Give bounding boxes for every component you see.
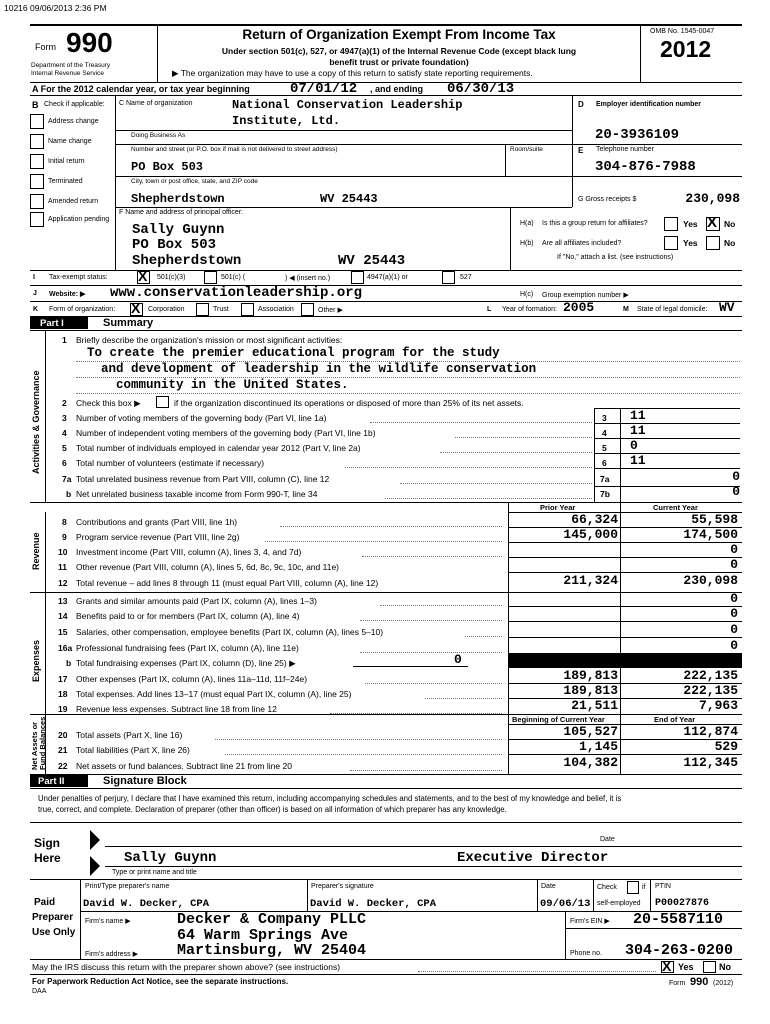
hb-label: H(b) — [520, 240, 534, 247]
line17-current: 222,135 — [683, 668, 738, 683]
line7a-number: 7a — [62, 474, 72, 484]
line18-prior: 189,813 — [563, 683, 618, 698]
firm-phone-label: Phone no. — [570, 950, 602, 957]
hc-label: H(c) — [520, 291, 534, 298]
terminated-label: Terminated — [48, 178, 83, 185]
line11-number: 11 — [58, 562, 67, 572]
sign-date-label: Date — [600, 836, 615, 843]
insert-no-label: ) ◀ (insert no.) — [285, 275, 331, 282]
paid-label: Paid — [34, 897, 56, 908]
officer-title: Executive Director — [457, 850, 609, 866]
line12-current: 230,098 — [683, 573, 738, 588]
line4-number: 4 — [62, 428, 67, 438]
line6-box: 6 — [602, 458, 607, 468]
irs-discuss-question: May the IRS discuss this return with the preparer shown above? (see instructions) — [32, 962, 341, 972]
line8-current: 55,598 — [691, 512, 738, 527]
perjury-statement-line2: true, correct, and complete. Declaration of preparer (other than officer) is based on all information of which preparer has any knowledge. — [38, 805, 507, 814]
net-assets-label-line1: Net Assets or — [30, 721, 39, 770]
amended-return-label: Amended return — [48, 198, 99, 205]
principal-state-zip: WV 25443 — [338, 253, 406, 269]
line9-current: 174,500 — [683, 527, 738, 542]
line12-number: 12 — [58, 578, 68, 588]
hb-no-label: No — [724, 238, 736, 248]
firm-address-line2: Martinsburg, WV 25404 — [177, 942, 367, 959]
part1-label: Part I — [40, 318, 64, 329]
address-change-checkbox[interactable] — [30, 114, 44, 129]
line16b-number: b — [66, 658, 72, 668]
line12-text: Total revenue – add lines 8 through 11 (must equal Part VIII, column (A), line 12) — [76, 578, 379, 588]
line5-text: Total number of individuals employed in calendar year 2012 (Part V, line 2a) — [76, 443, 361, 453]
address-change-label: Address change — [48, 118, 99, 125]
line4-box: 4 — [602, 428, 607, 438]
org-name-line2: Institute, Ltd. — [232, 114, 341, 128]
ein-label: Employer identification number — [596, 101, 702, 108]
if-label: if — [642, 884, 646, 891]
line21-text: Total liabilities (Part X, line 26) — [76, 745, 190, 755]
firm-ein-label: Firm's EIN ▶ — [570, 918, 610, 925]
form-subtitle-3: ▶ The organization may have to use a copy of this return to satisfy state reporting requirements. — [172, 68, 533, 78]
501c3-mark: X — [138, 268, 148, 284]
line4-text: Number of independent voting members of the governing body (Part VI, line 1b) — [76, 428, 376, 438]
line5-value: 0 — [630, 438, 638, 453]
revenue-side-label: Revenue — [31, 532, 41, 570]
current-year-header: Current Year — [653, 503, 698, 512]
perjury-statement-line1: Under penalties of perjury, I declare that I have examined this return, including accompanying schedules and statements, and to the best of my knowledge and belief, it is — [38, 794, 622, 803]
line15-text: Salaries, other compensation, employee benefits (Part IX, column (A), lines 5–10) — [76, 627, 384, 637]
firm-name-label: Firm's name ▶ — [85, 918, 131, 925]
hb-text: Are all affiliates included? — [542, 240, 622, 247]
street-label: Number and street (or P.O. box if mail is not delivered to street address) — [131, 146, 338, 153]
m-label: M — [623, 306, 629, 313]
line9-text: Program service revenue (Part VIII, line 2g) — [76, 532, 240, 542]
preparer-name: David W. Decker, CPA — [83, 898, 210, 910]
firm-address-label: Firm's address ▶ — [85, 951, 139, 958]
line15-current: 0 — [730, 622, 738, 637]
line7b-value: 0 — [732, 484, 740, 499]
principal-city: Shepherdstown — [132, 253, 242, 269]
ha-no-mark: X — [707, 214, 718, 231]
hc-text: Group exemption number ▶ — [542, 292, 629, 299]
line19-text: Revenue less expenses. Subtract line 18 from line 12 — [76, 704, 277, 714]
net-assets-side-label — [31, 717, 47, 770]
hb-yes-checkbox[interactable] — [664, 236, 678, 250]
527-checkbox[interactable] — [442, 271, 455, 284]
line14-number: 14 — [58, 611, 68, 621]
self-employed-checkbox[interactable] — [627, 881, 639, 894]
line18-number: 18 — [58, 689, 68, 699]
phone-value: 304-876-7988 — [595, 159, 696, 175]
line1-number: 1 — [62, 335, 67, 345]
firm-phone: 304-263-0200 — [625, 942, 734, 959]
line16b-text: Total fundraising expenses (Part IX, column (D), line 25) ▶ — [76, 658, 296, 668]
if-no-note: If "No," attach a list. (see instructions) — [557, 254, 674, 261]
check-label: Check — [597, 884, 617, 891]
d-label: D — [578, 100, 584, 109]
4947-label: 4947(a)(1) or — [367, 274, 408, 281]
check-if-applicable: Check if applicable: — [44, 101, 105, 108]
ha-yes-checkbox[interactable] — [664, 217, 678, 231]
discontinued-checkbox[interactable] — [156, 396, 169, 408]
line5-number: 5 — [62, 443, 67, 453]
sign-label: Sign — [34, 836, 60, 850]
type-print-label: Type or print name and title — [112, 869, 197, 876]
association-label: Association — [258, 306, 294, 313]
line10-text: Investment income (Part VIII, column (A), lines 3, 4, and 7d) — [76, 547, 302, 557]
line7a-value: 0 — [732, 469, 740, 484]
line17-number: 17 — [58, 674, 68, 684]
self-employed-label: self-employed — [597, 900, 641, 907]
form-subtitle: Under section 501(c), 527, or 4947(a)(1) of the Internal Revenue Code (except black lung — [221, 46, 577, 56]
line9-prior: 145,000 — [563, 527, 618, 542]
line15-number: 15 — [58, 627, 68, 637]
trust-label: Trust — [213, 306, 229, 313]
line20-prior: 105,527 — [563, 724, 618, 739]
form-of-org-label: Form of organization: — [49, 306, 116, 313]
corporation-label: Corporation — [148, 306, 185, 313]
footer-form-number: 990 — [690, 976, 709, 988]
principal-officer-label: F Name and address of principal officer: — [119, 209, 243, 216]
association-checkbox[interactable] — [241, 303, 254, 316]
e-label: E — [578, 146, 584, 155]
preparer-name-label: Print/Type preparer's name — [85, 883, 170, 890]
daa-label: DAA — [32, 988, 47, 995]
tax-year-begin: 07/01/12 — [290, 81, 358, 97]
line9-number: 9 — [62, 532, 67, 542]
line7a-box: 7a — [600, 474, 610, 484]
line19-current: 7,963 — [698, 698, 738, 713]
501c-label: 501(c) ( — [221, 274, 246, 281]
mission-line1: To create the premier educational program for the study — [87, 346, 500, 360]
org-street: PO Box 503 — [131, 160, 204, 174]
section-b-label: B — [32, 100, 39, 110]
print-timestamp: 10216 09/06/2013 2:36 PM — [4, 3, 107, 13]
gross-receipts-value: 230,098 — [685, 191, 740, 206]
line16a-current: 0 — [730, 638, 738, 653]
line8-prior: 66,324 — [571, 512, 618, 527]
discuss-yes-label: Yes — [678, 962, 694, 972]
application-pending-checkbox[interactable] — [30, 212, 44, 227]
527-label: 527 — [460, 274, 472, 281]
preparer-date: 09/06/13 — [540, 898, 591, 910]
line3-number: 3 — [62, 413, 67, 423]
trust-checkbox[interactable] — [196, 303, 209, 316]
corporation-mark: X — [131, 300, 141, 316]
line2-text: if the organization discontinued its operations or disposed of more than 25% of its net assets. — [174, 398, 524, 408]
line13-text: Grants and similar amounts paid (Part IX, column (A), lines 1–3) — [76, 596, 317, 606]
line7b-text: Net unrelated business taxable income from Form 990-T, line 34 — [76, 489, 318, 499]
line21-number: 21 — [58, 745, 68, 755]
ptin-value: P00027876 — [655, 898, 710, 909]
line3-box: 3 — [602, 413, 607, 423]
dba-label: Doing Business As — [131, 132, 186, 139]
footer-form-label: Form — [669, 980, 686, 987]
other-checkbox[interactable] — [301, 303, 314, 316]
line16a-text: Professional fundraising fees (Part IX, column (A), line 11e) — [76, 643, 299, 653]
firm-ein: 20-5587110 — [633, 911, 724, 928]
j-label: J — [33, 290, 37, 297]
line8-number: 8 — [62, 517, 67, 527]
amended-return-checkbox[interactable] — [30, 194, 44, 209]
name-change-label: Name change — [48, 138, 92, 145]
line18-current: 222,135 — [683, 683, 738, 698]
line16b-value: 0 — [454, 652, 462, 667]
here-label: Here — [34, 851, 61, 865]
line11-text: Other revenue (Part VIII, column (A), lines 5, 6d, 8c, 9c, 10c, and 11e) — [76, 562, 339, 572]
line10-number: 10 — [58, 547, 68, 557]
city-label: City, town or post office, state, and ZIP code — [131, 178, 258, 185]
firm-name: Decker & Company PLLC — [177, 911, 367, 928]
hb-no-checkbox[interactable] — [706, 236, 720, 250]
line21-current: 529 — [714, 739, 738, 754]
preparer-date-label: Date — [541, 883, 556, 890]
tax-year-end: 06/30/13 — [447, 81, 515, 97]
line14-current: 0 — [730, 606, 738, 621]
footer-form-year: (2012) — [713, 980, 734, 987]
line6-text: Total number of volunteers (estimate if necessary) — [76, 458, 265, 468]
line8-text: Contributions and grants (Part VIII, line 1h) — [76, 517, 238, 527]
form-title: Return of Organization Exempt From Income Tax — [242, 27, 556, 42]
line13-current: 0 — [730, 591, 738, 606]
line12-prior: 211,324 — [563, 573, 618, 588]
line13-number: 13 — [58, 596, 68, 606]
line7a-text: Total unrelated business revenue from Part VIII, column (C), line 12 — [76, 474, 330, 484]
ha-text: Is this a group return for affiliates? — [542, 220, 648, 227]
terminated-checkbox[interactable] — [30, 174, 44, 189]
line6-value: 11 — [630, 453, 646, 468]
officer-name: Sally Guynn — [124, 850, 217, 866]
org-name-line1: National Conservation Leadership — [232, 98, 463, 112]
ha-label: H(a) — [520, 220, 534, 227]
org-city: Shepherdstown — [131, 192, 225, 206]
part1-title: Summary — [103, 317, 154, 329]
name-change-checkbox[interactable] — [30, 134, 44, 149]
line17-text: Other expenses (Part IX, column (A), lines 11a–11d, 11f–24e) — [76, 674, 308, 684]
preparer-label: Preparer — [32, 912, 74, 923]
line11-current: 0 — [730, 557, 738, 572]
4947-checkbox[interactable] — [351, 271, 364, 284]
use-only-label: Use Only — [32, 927, 76, 938]
website-url[interactable]: www.conservationleadership.org — [110, 285, 363, 301]
irs-label: Internal Revenue Service — [31, 70, 104, 77]
k-label: K — [33, 306, 39, 313]
mission-line3: community in the United States. — [116, 378, 349, 392]
discuss-yes-mark: X — [662, 958, 672, 974]
initial-return-checkbox[interactable] — [30, 154, 44, 169]
line1-text: Briefly describe the organization's mission or most significant activities: — [76, 335, 343, 345]
ptin-label: PTIN — [655, 883, 671, 890]
omb-number: OMB No. 1545-0047 — [650, 28, 715, 35]
room-suite-label: Room/suite — [510, 146, 543, 153]
line3-text: Number of voting members of the governing body (Part VI, line 1a) — [76, 413, 327, 423]
tax-year: 2012 — [660, 36, 712, 62]
form-subtitle-2: benefit trust or private foundation) — [329, 57, 469, 67]
preparer-signature-label: Preparer's signature — [311, 883, 374, 890]
expenses-side-label: Expenses — [31, 639, 41, 682]
application-pending-label: Application pending — [48, 216, 110, 223]
line10-current: 0 — [730, 542, 738, 557]
i-label: I — [33, 274, 35, 281]
form-word: Form — [35, 42, 56, 52]
net-assets-label-line2: Fund Balances — [38, 716, 47, 770]
line22-prior: 104,382 — [563, 755, 618, 770]
line19-number: 19 — [58, 704, 68, 714]
line2-check-label: Check this box ▶ — [76, 398, 141, 408]
line22-text: Net assets or fund balances. Subtract line 21 from line 20 — [76, 761, 292, 771]
domicile-label: State of legal domicile: — [637, 306, 708, 313]
line17-prior: 189,813 — [563, 668, 618, 683]
department: Department of the Treasury — [31, 62, 111, 69]
paperwork-notice: For Paperwork Reduction Act Notice, see the separate instructions. — [32, 977, 289, 986]
hb-yes-label: Yes — [683, 238, 698, 248]
line7b-box: 7b — [600, 489, 610, 499]
line-a-label: A For the 2012 calendar year, or tax year beginning — [32, 84, 250, 94]
line20-text: Total assets (Part X, line 16) — [76, 730, 183, 740]
mission-line2: and development of leadership in the wildlife conservation — [101, 362, 537, 376]
phone-label: Telephone number — [596, 146, 654, 153]
line20-current: 112,874 — [683, 724, 738, 739]
prior-year-header: Prior Year — [540, 503, 576, 512]
line18-text: Total expenses. Add lines 13–17 (must equal Part IX, column (A), line 25) — [76, 689, 352, 699]
year-formation-label: Year of formation: — [502, 306, 557, 313]
line7b-number: b — [66, 489, 72, 499]
officer-signature-field[interactable] — [105, 826, 585, 844]
line3-value: 11 — [630, 408, 646, 423]
domicile-value: WV — [719, 300, 735, 315]
line6-number: 6 — [62, 458, 67, 468]
part2-label: Part II — [38, 776, 65, 787]
ein-value: 20-3936109 — [595, 127, 680, 143]
other-label: Other ▶ — [318, 307, 343, 314]
ha-yes-label: Yes — [683, 219, 698, 229]
ha-no-label: No — [724, 219, 736, 229]
activities-governance-label: Activities & Governance — [31, 370, 41, 474]
end-year-header: End of Year — [654, 715, 696, 724]
discuss-no-checkbox[interactable] — [703, 961, 716, 973]
line16a-number: 16a — [58, 643, 73, 653]
year-formation-value: 2005 — [563, 300, 595, 315]
preparer-signature[interactable]: David W. Decker, CPA — [310, 898, 437, 910]
line22-current: 112,345 — [683, 755, 738, 770]
org-state-zip: WV 25443 — [320, 192, 378, 206]
tax-exempt-status-label: Tax-exempt status: — [49, 274, 108, 281]
l-label: L — [487, 306, 492, 313]
501c-checkbox[interactable] — [204, 271, 217, 284]
sign-here-arrow-icon — [90, 822, 104, 880]
line14-text: Benefits paid to or for members (Part IX, column (A), line 4) — [76, 611, 300, 621]
and-ending-label: , and ending — [370, 84, 423, 94]
initial-return-label: Initial return — [48, 158, 85, 165]
line5-box: 5 — [602, 443, 607, 453]
website-label: Website: ▶ — [49, 291, 86, 298]
line19-prior: 21,511 — [571, 698, 618, 713]
501c3-label: 501(c)(3) — [157, 274, 186, 281]
part2-title: Signature Block — [103, 775, 187, 787]
form-number: 990 — [66, 27, 113, 58]
line2-number: 2 — [62, 398, 67, 408]
discuss-no-label: No — [719, 962, 731, 972]
line21-prior: 1,145 — [578, 739, 618, 754]
beginning-year-header: Beginning of Current Year — [512, 715, 605, 724]
line20-number: 20 — [58, 730, 68, 740]
line22-number: 22 — [58, 761, 68, 771]
line4-value: 11 — [630, 423, 646, 438]
principal-name: Sally Guynn — [132, 222, 225, 238]
org-name-label: C Name of organization — [119, 100, 193, 107]
firm-address-line1: 64 Warm Springs Ave — [177, 927, 349, 944]
gross-receipts-label: G Gross receipts $ — [578, 196, 637, 203]
principal-address: PO Box 503 — [132, 237, 217, 253]
